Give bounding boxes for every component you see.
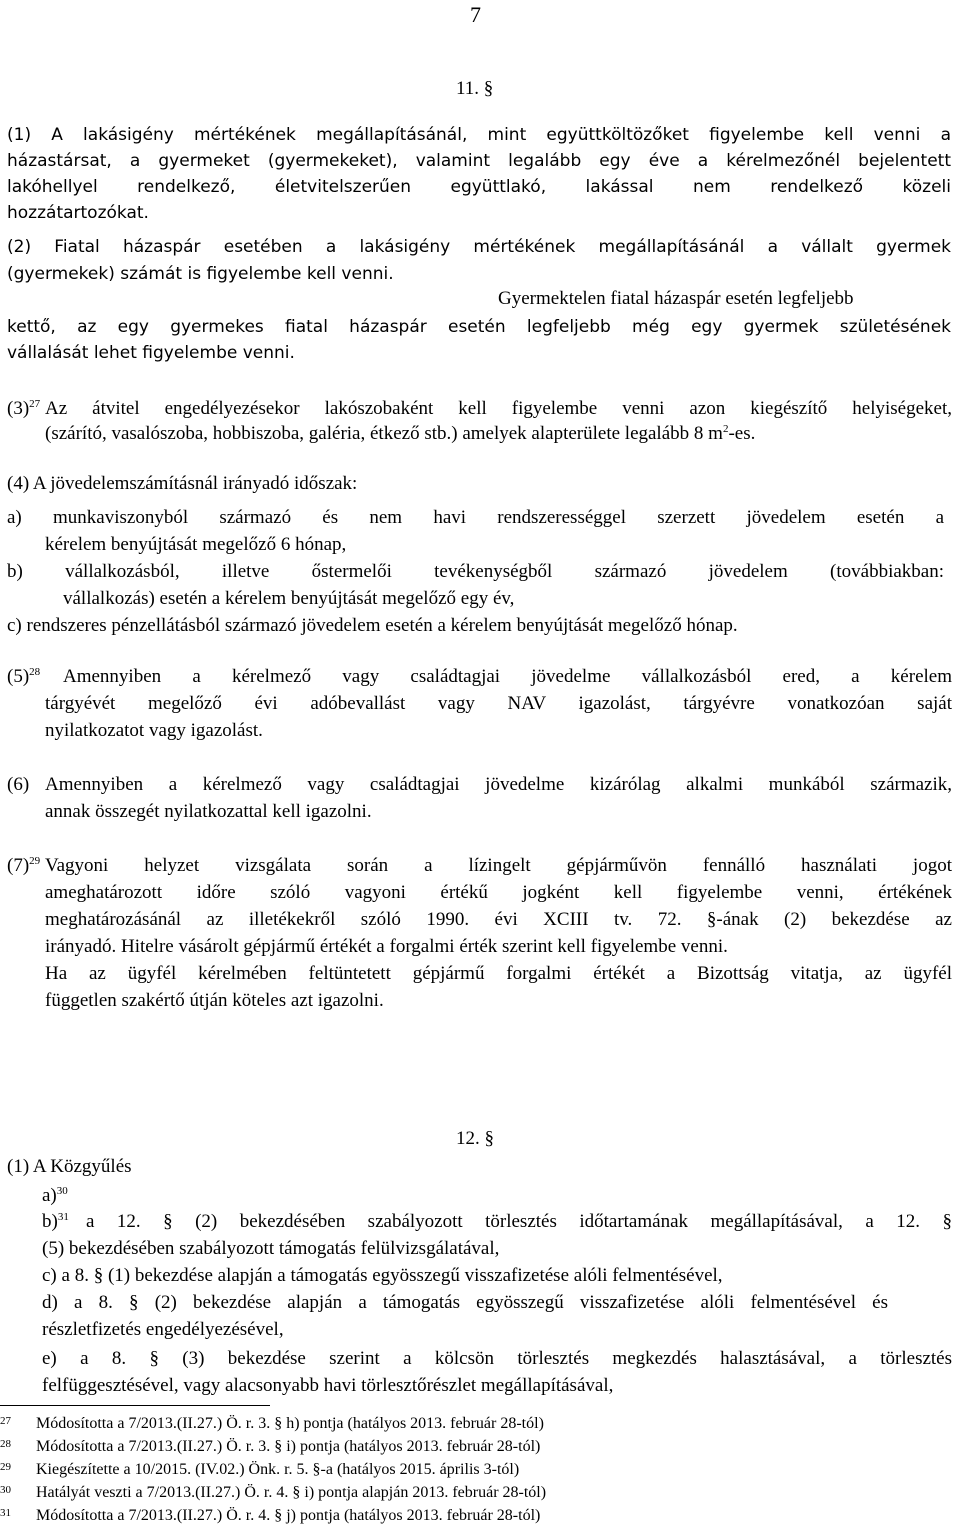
footnote-separator	[0, 1405, 270, 1406]
footnote-ref[interactable]: 29	[29, 855, 41, 867]
text-line: kérelem benyújtását megelőző 6 hónap,	[45, 534, 347, 555]
footnote-ref[interactable]: 28	[29, 666, 41, 678]
paragraph-label: (6)	[7, 774, 30, 795]
text-line: (gyermekek) számát is figyelembe kell venni.	[7, 264, 394, 284]
text-line: (1) A lakásigény mértékének megállapításánál, mint együttköltözőket figyelembe kell venni a	[7, 125, 951, 145]
footnote-number: 27	[0, 1415, 11, 1427]
text-line: házastársat, a gyermeket (gyermekeket), valamint legalább egy éve a kérelmezőnél bejelentett	[7, 151, 951, 171]
text-line: Ha az ügyfél kérelmében feltüntetett gépjármű forgalmi értékét a Bizottság vitatja, az ügyfél	[45, 963, 952, 984]
footnote-number: 28	[0, 1438, 11, 1450]
text-line: Amennyiben a kérelmező vagy családtagjai jövedelme vállalkozásból ered, a kérelem	[63, 666, 952, 687]
text-line: c) a 8. § (1) bekezdése alapján a támogatás egyösszegű visszafizetése alóli felmentésével,	[42, 1265, 723, 1286]
footnote-number: 29	[0, 1461, 11, 1473]
text-line: Az átvitel engedélyezésekor lakószobaként kell figyelembe venni azon kiegészítő helyiségeket,	[45, 398, 952, 419]
footnote-ref[interactable]: 30	[56, 1185, 68, 1197]
paragraph-label: (5)	[7, 666, 30, 687]
text-line: vállalását lehet figyelembe venni.	[7, 343, 295, 363]
footnote-ref[interactable]: 31	[57, 1211, 69, 1223]
footnote-text: Módosította a 7/2013.(II.27.) Ö. r. 4. § j) pontja (hatályos 2013. február 28-tól)	[36, 1507, 541, 1524]
footnote-number: 31	[0, 1507, 11, 1519]
section-12-heading: 12. §	[456, 1128, 494, 1149]
superscript: 2	[722, 423, 729, 435]
text-line: (1) A Közgyűlés	[7, 1156, 132, 1177]
text-line: Vagyoni helyzet vizsgálata során a lízingelt gépjárművön fennálló használati jogot	[45, 855, 952, 876]
text-line: hozzátartozókat.	[7, 203, 149, 223]
text-line: (4) A jövedelemszámításnál irányadó időszak:	[7, 473, 358, 494]
text-line: független szakértő útján köteles azt igazolni.	[45, 990, 384, 1011]
paragraph-label: (3)	[7, 398, 30, 419]
footnote-text: Módosította a 7/2013.(II.27.) Ö. r. 3. § i) pontja (hatályos 2013. február 28-tól)	[36, 1438, 541, 1455]
item-label: b)	[42, 1211, 58, 1232]
text-line: Gyermektelen fiatal házaspár esetén legfeljebb	[498, 288, 854, 309]
text-line: lakóhellyel rendelkező, életvitelszerűen együttlakó, lakással nem rendelkező közeli	[7, 177, 951, 197]
text-line: kettő, az egy gyermekes fiatal házaspár esetén legfeljebb még egy gyermek születésének	[7, 317, 951, 337]
footnote-text: Módosította a 7/2013.(II.27.) Ö. r. 3. § h) pontja (hatályos 2013. február 28-tól)	[36, 1415, 544, 1432]
page-number: 7	[470, 2, 481, 27]
text-line: (5) bekezdésében szabályozott támogatás felülvizsgálatával,	[42, 1238, 500, 1259]
text-line: tárgyévét megelőző évi adóbevallást vagy NAV igazolást, tárgyévre vonatkozóan saját	[45, 693, 952, 714]
section-11-heading: 11. §	[456, 78, 494, 99]
text-line: annak összegét nyilatkozattal kell igazolni.	[45, 801, 372, 822]
text-line: b) vállalkozásból, illetve őstermelői tevékenységből származó jövedelem (továbbiakban:	[7, 561, 944, 582]
text-line: részletfizetés engedélyezésével,	[42, 1319, 284, 1340]
text-line: e) a 8. § (3) bekezdése szerint a kölcsön törlesztés megkezdés halasztásával, a törlesztés	[42, 1348, 952, 1369]
text-line: nyilatkozatot vagy igazolást.	[45, 720, 263, 741]
text-line: (szárító, vasalószoba, hobbiszoba, galéria, étkező stb.) amelyek alapterülete legalább 8 m	[45, 423, 723, 444]
paragraph-label: (7)	[7, 855, 30, 876]
footnote-text: Hatályát veszti a 7/2013.(II.27.) Ö. r. 4. § i) pontja alapján 2013. február 28-tól)	[36, 1484, 547, 1501]
text-line: a) munkaviszonyból származó és nem havi rendszerességgel szerzett jövedelem esetén a	[7, 507, 944, 528]
footnote-ref[interactable]: 27	[29, 398, 41, 410]
text-line: Amennyiben a kérelmező vagy családtagjai jövedelme kizárólag alkalmi munkából származik,	[45, 774, 952, 795]
text-line: -es.	[728, 423, 756, 444]
text-line: vállalkozás) esetén a kérelem benyújtását megelőző egy év,	[63, 588, 515, 609]
text-line: a 12. § (2) bekezdésében szabályozott törlesztés időtartamának megállapításával, a 12. §	[86, 1211, 952, 1232]
text-line: felfüggesztésével, vagy alacsonyabb havi törlesztőrészlet megállapításával,	[42, 1375, 614, 1396]
text-line: irányadó. Hitelre vásárolt gépjármű értékét a forgalmi érték szerint kell figyelembe venni.	[45, 936, 728, 957]
footnote-number: 30	[0, 1484, 11, 1496]
text-line: (2) Fiatal házaspár esetében a lakásigény mértékének megállapításánál a vállalt gyermek	[7, 237, 951, 257]
text-line: d) a 8. § (2) bekezdése alapján a támogatás egyösszegű visszafizetése alóli felmentésével és	[42, 1292, 888, 1313]
text-line: ameghatározott időre szóló vagyoni értékű jogként kell figyelembe venni, értékének	[45, 882, 952, 903]
footnote-text: Kiegészítette a 10/2015. (IV.02.) Önk. r. 5. §-a (hatályos 2015. április 3-tól)	[36, 1461, 520, 1478]
text-line: meghatározásánál az illetékekről szóló 1990. évi XCIII tv. 72. §-ának (2) bekezdése az	[45, 909, 952, 930]
text-line: c) rendszeres pénzellátásból származó jövedelem esetén a kérelem benyújtását megelőző hónap.	[7, 615, 738, 636]
item-label: a)	[42, 1185, 57, 1206]
